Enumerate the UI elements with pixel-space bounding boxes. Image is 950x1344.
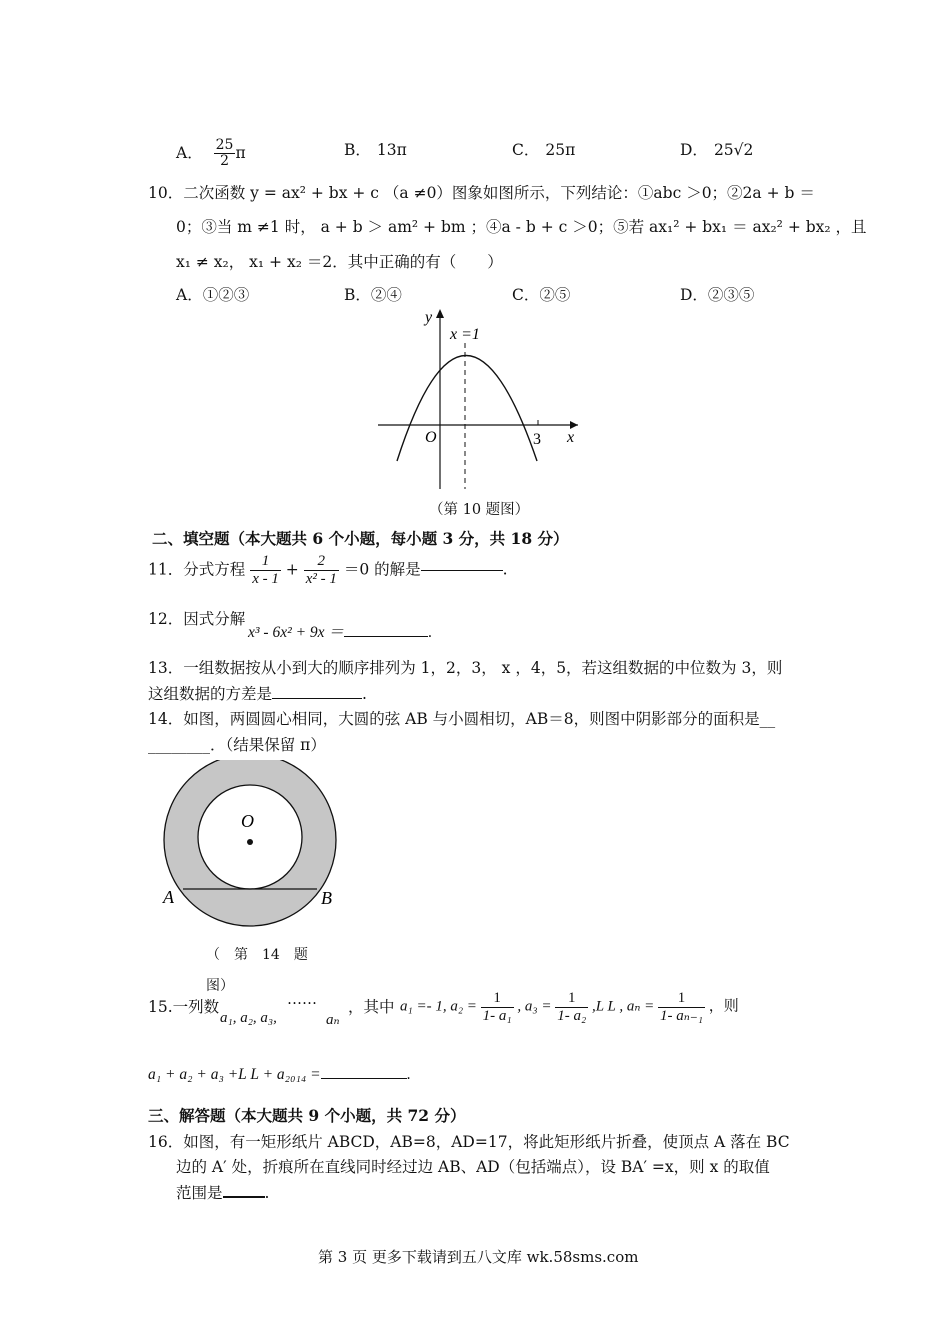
q13-blank [272,698,362,699]
q15-dots: …… [287,990,317,1008]
q12-blank [344,636,428,637]
q9-option-d: D． 25√2 [680,141,754,159]
q13-line1: 13．一组数据按从小到大的顺序排列为 1，2，3， x ，4，5，若这组数据的中位数为 3，则 [148,659,783,677]
q15-terms: a₁ =- 1, a₂ = $\frac{1}{\text{1- a₁}}$ , a₃ = $\frac{1}{\text{1- a₂}}$ ,L L , aₙ = $\frac{1}{\text{1- aₙ₋₁}}$ ，则 [400,990,739,1024]
q15-pre: 15.一列数 [148,998,220,1016]
q16-blank [223,1196,265,1198]
x-axis-arrow [570,421,578,429]
q14-line1: 14．如图，两圆圆心相同，大圆的弦 AB 与小圆相切，AB＝8，则图中阴影部分的面积是__ [148,710,776,728]
q16-line3: 范围是 . [176,1184,270,1202]
q10-line3: x₁ ≠ x₂， x₁ + x₂ ＝2．其中正确的有（ ） [176,253,503,271]
q16-line1: 16．如图，有一矩形纸片 ABCD，AB=8，AD=17，将此矩形纸片折叠，使顶点 A 落在 BC [148,1133,790,1151]
q14-line2: ________．（结果保留 π） [148,736,326,754]
q15-seq: a₁, a₂, a₃, [220,1010,277,1026]
q9-a-pi: π [235,143,246,162]
q10-option-b: B．②④ [344,286,402,304]
point-b-label: B [321,888,332,908]
q12-expr: x³ - 6x² + 9x ＝ . [248,624,432,641]
q11-f2-den: x² - 1 [305,570,337,587]
inner-circle [198,785,302,889]
q10-graph [370,305,590,495]
q16-line2: 边的 A′ 处，折痕所在直线同时经过边 AB、AD（包括端点），设 BA′ =x，则 x 的取值 [176,1158,770,1176]
q11: 11．分式方程 $\frac{1}{x - 1}$ + $\frac{2}{\text{x² - 1}}$ ＝0 的解是 . [148,553,508,587]
q10-option-d: D．②③⑤ [680,286,755,304]
graph-three-label: 3 [533,431,541,448]
q11-f1-den: x - 1 [252,570,279,587]
graph-y-label: y [425,309,433,326]
section3-title: 三、解答题（本大题共 9 个小题，共 72 分） [148,1106,466,1125]
q9-a-den: 2 [220,153,230,170]
q11-f2-num: 2 [304,553,339,571]
graph-symmetry-label: x =1 [450,326,480,343]
point-a-label: A [163,887,174,907]
page-footer: 第 3 页 更多下载请到五八文库 wk.58sms.com [318,1248,639,1266]
graph-x-label: x [567,429,575,446]
q10-option-c: C．②⑤ [512,286,571,304]
q9-option-c: C． 25π [512,141,576,159]
center-label: O [241,811,254,831]
q14-caption-2: 图） [206,978,234,994]
q10-caption: （第 10 题图） [429,502,530,518]
q14-figure [155,760,355,935]
q15-blank [321,1078,407,1079]
q14-caption-1: （ 第 14 题 [206,947,308,963]
q11-blank [421,570,503,571]
q10-option-a: A．①②③ [176,286,250,304]
parabola-curve [397,356,537,462]
q9-option-b: B． 13π [344,141,407,159]
q15-sum: a₁ + a₂ + a₃ +L L + a₂₀₁₄ = . [148,1066,411,1083]
center-point [247,839,253,845]
q15-an: aₙ [326,1012,340,1028]
q10-line2: 0；③当 m ≠1 时， a + b ＞ am² + bm ；④a - b + c ＞0；⑤若 ax₁² + bx₁ ＝ ax₂² + bx₂ ，且 [176,218,867,236]
q10-line1: 10．二次函数 y = ax² + bx + c （a ≠0）图象如图所示，下列结论：①abc ＞0；②2a + b ＝ [148,184,815,202]
y-axis-arrow [436,309,444,318]
q12: 12．因式分解 [148,610,246,628]
q9-a-num: 25 [215,137,234,153]
section2-title: 二、填空题（本大题共 6 个小题，每小题 3 分，共 18 分） [152,529,569,548]
q11-f1-num: 1 [250,553,281,571]
graph-origin-label: O [425,429,437,446]
q13-line2: 这组数据的方差是 . [148,685,367,703]
q9-option-a: A． $\frac{25}{2}$ π [176,137,246,170]
q15-mid: ，其中 [348,998,395,1016]
